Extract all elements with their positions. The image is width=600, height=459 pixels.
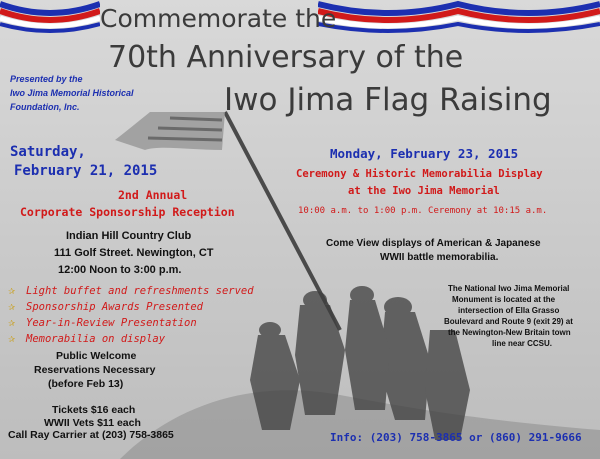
left-time: 12:00 Noon to 3:00 p.m. xyxy=(58,264,182,276)
location-line-5: the Newington-New Britain town xyxy=(448,328,571,337)
location-line-1: The National Iwo Jima Memorial xyxy=(448,284,570,293)
left-date: February 21, 2015 xyxy=(14,163,158,179)
star-icon: ✰ xyxy=(8,299,16,313)
public-line-1: Public Welcome xyxy=(56,350,137,362)
presenter-line-3: Foundation, Inc. xyxy=(10,102,80,112)
bullet-text: Year-in-Review Presentation xyxy=(26,317,197,329)
right-event-line-2: at the Iwo Jima Memorial xyxy=(348,185,500,197)
bullet-text: Sponsorship Awards Presented xyxy=(26,301,204,313)
header-line-3: Iwo Jima Flag Raising xyxy=(224,82,552,118)
bunting-left-icon xyxy=(0,0,100,34)
list-item xyxy=(8,282,254,298)
right-event-line-1: Ceremony & Historic Memorabilia Display xyxy=(296,168,543,180)
list-item xyxy=(8,298,254,314)
presenter-line-2: Iwo Jima Memorial Historical xyxy=(10,88,134,98)
bunting-right-icon xyxy=(318,0,600,34)
left-event-line-1: 2nd Annual xyxy=(118,188,188,202)
list-item xyxy=(8,330,254,346)
left-event-line-2: Corporate Sponsorship Reception xyxy=(20,205,235,219)
location-line-4: Boulevard and Route 9 (exit 29) at xyxy=(444,317,573,326)
tickets-line-1: Tickets $16 each xyxy=(52,404,136,416)
tickets-line-2: WWII Vets $11 each xyxy=(44,417,141,429)
header-line-1: Commemorate the xyxy=(100,4,337,33)
venue-name: Indian Hill Country Club xyxy=(66,230,192,242)
public-line-3: (before Feb 13) xyxy=(48,378,124,390)
displays-line-2: WWII battle memorabilia. xyxy=(380,252,499,263)
bullet-list xyxy=(8,282,254,346)
location-line-2: Monument is located at the xyxy=(452,295,556,304)
location-line-6: line near CCSU. xyxy=(492,339,553,348)
star-icon: ✰ xyxy=(8,331,16,345)
star-icon: ✰ xyxy=(8,315,16,329)
star-icon: ✰ xyxy=(8,283,16,297)
bullet-text: Light buffet and refreshments served xyxy=(26,285,254,297)
info-line: Info: (203) 758-3865 or (860) 291-9666 xyxy=(330,431,582,444)
left-day: Saturday, xyxy=(10,144,86,160)
right-time: 10:00 a.m. to 1:00 p.m. Ceremony at 10:15 a.m. xyxy=(298,206,548,216)
call-line: Call Ray Carrier at (203) 758-3865 xyxy=(8,429,174,441)
right-date: Monday, February 23, 2015 xyxy=(330,146,519,161)
header-line-2: 70th Anniversary of the xyxy=(108,40,464,75)
public-line-2: Reservations Necessary xyxy=(34,364,156,376)
venue-address: 111 Golf Street. Newington, CT xyxy=(54,247,214,259)
presenter-line-1: Presented by the xyxy=(10,74,83,84)
list-item xyxy=(8,314,254,330)
location-line-3: intersection of Ella Grasso xyxy=(458,306,560,315)
bullet-text: Memorabilia on display xyxy=(26,333,166,345)
displays-line-1: Come View displays of American & Japanese xyxy=(326,238,541,249)
